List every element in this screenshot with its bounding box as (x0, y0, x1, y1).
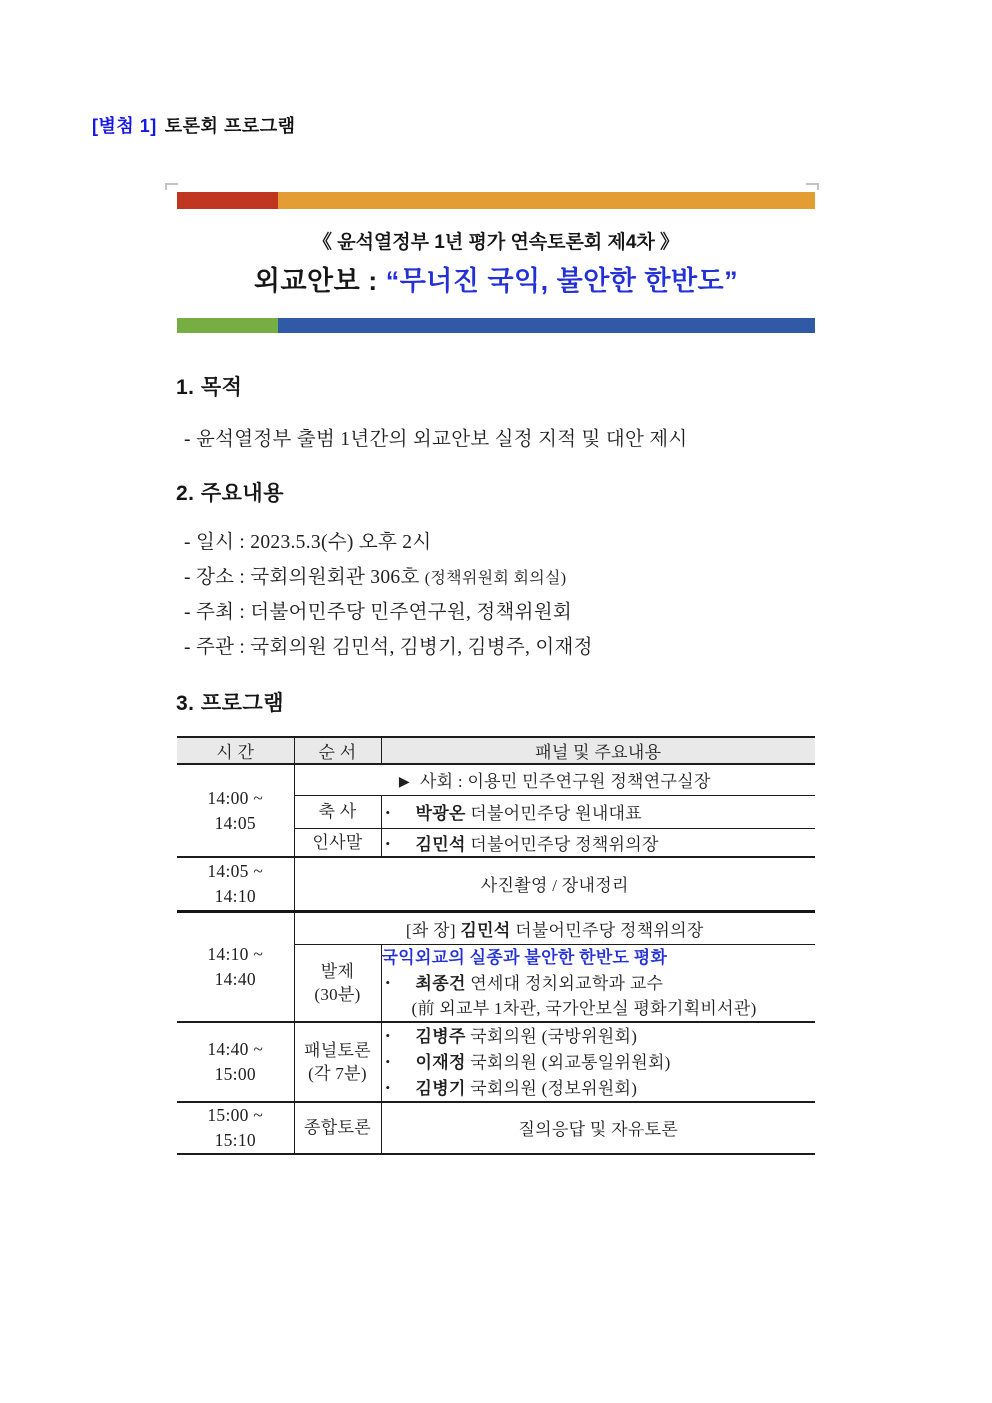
bullet-icon: • (385, 805, 391, 820)
time-line-2: 15:10 (214, 1129, 256, 1150)
detail-venue-main: - 장소 : 국회의원회관 306호 (184, 567, 425, 588)
banner-series-title: 《 윤석열정부 1년 평가 연속토론회 제4차 》 (312, 232, 680, 253)
program-table (177, 736, 815, 1155)
panelists-content (381, 1022, 815, 1102)
col-header-content: 패널 및 주요내용 (381, 737, 815, 764)
bullet-icon: • (385, 835, 391, 851)
panelist-name: 이재정 (415, 1052, 466, 1072)
col-header-time: 시 간 (177, 737, 294, 764)
time-line-1: 14:10 ~ (207, 943, 264, 964)
banner-bottom-bar (177, 318, 815, 333)
congrats-name: 박광온 (415, 804, 466, 823)
image-corner-mark-right (806, 183, 819, 190)
section-purpose-heading: 1. 목적 (176, 376, 243, 399)
detail-datetime: - 일시 : 2023.5.3(수) 오후 2시 (184, 532, 432, 553)
order-panel-discussion (294, 1022, 381, 1102)
greeting-content (381, 828, 815, 857)
bullet-icon: • (385, 1053, 391, 1069)
order-line-1: 발제 (320, 961, 355, 981)
image-corner-mark-left (165, 183, 178, 190)
panelist-rest: 국회의원 (국방위원회) (465, 1026, 638, 1046)
order-congrats: 축 사 (294, 795, 381, 828)
congrats-rest: 더불어민주당 원내대표 (465, 804, 642, 823)
chair-rest: 더불어민주당 정책위의장 (510, 920, 704, 940)
time-line-2: 14:05 (214, 812, 256, 833)
section-details-heading: 2. 주요내용 (176, 482, 284, 505)
time-cell-1405 (177, 857, 294, 911)
banner-topic-title (177, 259, 815, 298)
purpose-item: - 윤석열정부 출범 1년간의 외교안보 실정 지적 및 대안 제시 (184, 429, 688, 450)
banner-topic-quote: “무너진 국익, 불안한 한반도” (385, 266, 739, 296)
banner-orange-segment (278, 192, 815, 209)
greeting-name: 김민석 (415, 834, 466, 854)
detail-host: - 주최 : 더불어민주당 민주연구원, 정책위원회 (184, 602, 573, 623)
time-line-1: 14:40 ~ (207, 1038, 264, 1059)
banner-topic-prefix: 외교안보 : (253, 266, 386, 296)
presentation-content (381, 944, 815, 1022)
bullet-icon: • (385, 974, 391, 990)
time-line-2: 14:10 (214, 885, 256, 906)
attachment-label: [별첨 1] (92, 116, 157, 136)
banner-red-segment (177, 192, 278, 209)
time-line-1: 14:05 ~ (207, 860, 264, 881)
detail-organizer: - 주관 : 국회의원 김민석, 김병기, 김병주, 이재정 (184, 637, 593, 658)
attachment-title: 토론회 프로그램 (164, 116, 296, 136)
speaker-note: (前 외교부 1차관, 국가안보실 평화기획비서관) (411, 998, 757, 1018)
section-program-heading: 3. 프로그램 (176, 692, 284, 715)
detail-venue (184, 560, 593, 595)
order-general-discussion: 종합토론 (294, 1102, 381, 1154)
time-line-2: 14:40 (214, 968, 256, 989)
time-line-2: 15:00 (214, 1063, 256, 1084)
congrats-content (381, 795, 815, 828)
bullet-icon: • (385, 1027, 391, 1043)
photo-session-row: 사진촬영 / 장내정리 (294, 857, 815, 911)
order-greeting: 인사말 (294, 828, 381, 857)
banner-top-bar (177, 192, 815, 209)
chair-name: 김민석 (460, 920, 511, 940)
speaker-name: 최종건 (415, 973, 466, 993)
moderator-row (294, 764, 815, 795)
order-line-2: (30분) (314, 984, 361, 1004)
detail-venue-note: (정책위원회 회의실) (424, 570, 567, 587)
panelist-row (382, 1075, 816, 1101)
panelist-rest: 국회의원 (외교통일위원회) (465, 1052, 671, 1072)
speaker-rest: 연세대 정치외교학과 교수 (465, 973, 664, 993)
time-cell-1500 (177, 1102, 294, 1154)
time-line-1: 14:00 ~ (207, 787, 264, 808)
chair-row (294, 911, 815, 944)
banner-blue-segment (278, 318, 815, 333)
panelist-name: 김병기 (415, 1078, 466, 1098)
order-line-1: 패널토론 (304, 1040, 371, 1060)
moderator-text: 사회 : 이용민 민주연구원 정책연구실장 (419, 772, 711, 792)
presentation-speaker (382, 970, 816, 996)
panelist-rest: 국회의원 (정보위원회) (465, 1078, 638, 1098)
time-cell-1440 (177, 1022, 294, 1102)
panelist-row (382, 1023, 816, 1049)
qa-content: 질의응답 및 자유토론 (381, 1102, 815, 1154)
panelist-name: 김병주 (415, 1026, 466, 1046)
order-presentation (294, 944, 381, 1022)
col-header-order: 순 서 (294, 737, 381, 764)
details-list (184, 525, 593, 665)
bullet-icon: • (385, 1079, 391, 1095)
greeting-rest: 더불어민주당 정책위의장 (465, 834, 659, 854)
time-cell-1410 (177, 911, 294, 1022)
presentation-topic: 국익외교의 실종과 불안한 한반도 평화 (381, 947, 668, 967)
triangle-marker-icon: ▶ (398, 775, 410, 791)
time-cell-1400 (177, 764, 294, 857)
banner-green-segment (177, 318, 278, 333)
attachment-heading (92, 112, 296, 138)
order-line-2: (각 7분) (308, 1063, 367, 1083)
panelist-row (382, 1049, 816, 1075)
time-line-1: 15:00 ~ (207, 1104, 264, 1125)
chair-prefix: [좌 장] (405, 920, 461, 940)
